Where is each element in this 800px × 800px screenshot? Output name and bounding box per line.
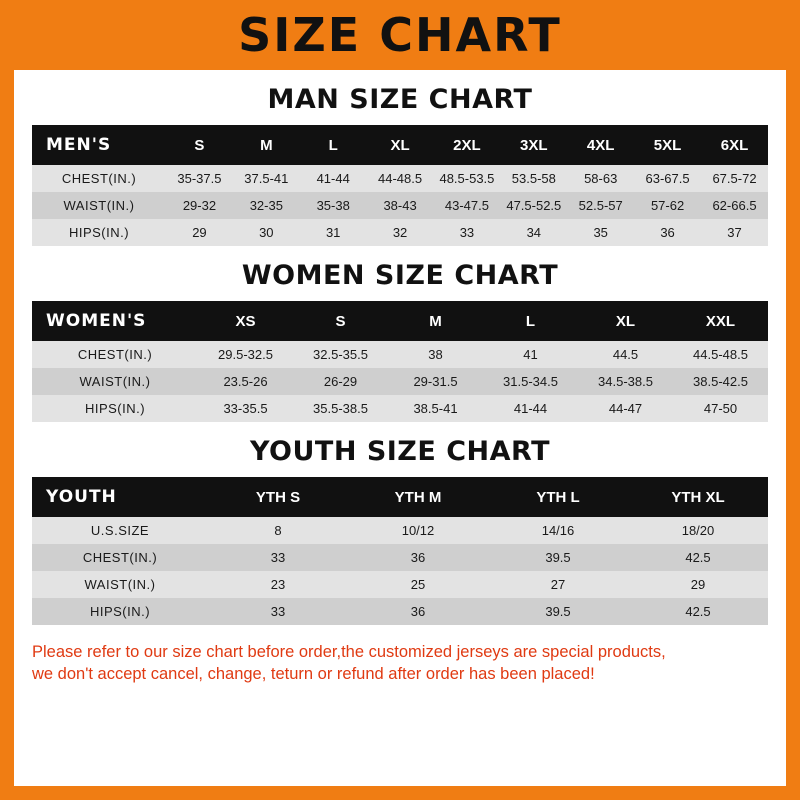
- column-header: XS: [198, 301, 293, 341]
- policy-note-line-2: we don't accept cancel, change, teturn or refund after order has been placed!: [32, 665, 595, 684]
- man-size-section: [14, 84, 786, 246]
- table-row: [32, 341, 768, 368]
- column-header: 4XL: [567, 125, 634, 165]
- table-cell: 63-67.5: [634, 165, 701, 192]
- table-cell: 33-35.5: [198, 395, 293, 422]
- table-cell: 57-62: [634, 192, 701, 219]
- table-cell: 41: [483, 341, 578, 368]
- column-header: MEN'S: [32, 125, 166, 165]
- table-cell: 34.5-38.5: [578, 368, 673, 395]
- table-cell: 44-48.5: [367, 165, 434, 192]
- table-cell: 42.5: [628, 598, 768, 625]
- women-section-title: WOMEN SIZE CHART: [241, 260, 559, 291]
- table-row: [32, 368, 768, 395]
- women-size-section: [14, 260, 786, 422]
- table-cell: 29-31.5: [388, 368, 483, 395]
- table-header-row: [32, 125, 768, 165]
- table-cell: 38: [388, 341, 483, 368]
- table-cell: 23.5-26: [198, 368, 293, 395]
- page-title: SIZE CHART: [238, 8, 562, 62]
- row-label: WAIST(IN.): [32, 571, 208, 598]
- table-row: [32, 192, 768, 219]
- column-header: XXL: [673, 301, 768, 341]
- man-section-title: MAN SIZE CHART: [267, 84, 533, 115]
- table-row: [32, 598, 768, 625]
- column-header: YTH S: [208, 477, 348, 517]
- table-row: [32, 165, 768, 192]
- table-cell: 31.5-34.5: [483, 368, 578, 395]
- column-header: XL: [367, 125, 434, 165]
- row-label: CHEST(IN.): [32, 341, 198, 368]
- table-header-row: [32, 301, 768, 341]
- table-cell: 26-29: [293, 368, 388, 395]
- table-row: [32, 517, 768, 544]
- column-header: S: [166, 125, 233, 165]
- table-cell: 39.5: [488, 544, 628, 571]
- table-cell: 29.5-32.5: [198, 341, 293, 368]
- table-cell: 42.5: [628, 544, 768, 571]
- table-cell: 36: [348, 544, 488, 571]
- table-cell: 27: [488, 571, 628, 598]
- row-label: U.S.SIZE: [32, 517, 208, 544]
- youth-section-title: YOUTH SIZE CHART: [249, 436, 551, 467]
- table-cell: 32-35: [233, 192, 300, 219]
- column-header: L: [483, 301, 578, 341]
- youth-size-table: [32, 477, 768, 625]
- table-header-row: [32, 477, 768, 517]
- table-cell: 44-47: [578, 395, 673, 422]
- table-cell: 44.5: [578, 341, 673, 368]
- column-header: YTH XL: [628, 477, 768, 517]
- column-header: XL: [578, 301, 673, 341]
- column-header: M: [388, 301, 483, 341]
- header-banner: [0, 0, 800, 70]
- table-cell: 62-66.5: [701, 192, 768, 219]
- table-cell: 47.5-52.5: [500, 192, 567, 219]
- table-cell: 33: [434, 219, 501, 246]
- table-cell: 33: [208, 598, 348, 625]
- table-cell: 37: [701, 219, 768, 246]
- table-cell: 32: [367, 219, 434, 246]
- table-row: [32, 544, 768, 571]
- table-cell: 18/20: [628, 517, 768, 544]
- table-cell: 41-44: [300, 165, 367, 192]
- table-cell: 35: [567, 219, 634, 246]
- policy-note: [32, 641, 768, 686]
- row-label: WAIST(IN.): [32, 368, 198, 395]
- table-cell: 23: [208, 571, 348, 598]
- table-cell: 10/12: [348, 517, 488, 544]
- table-cell: 25: [348, 571, 488, 598]
- column-header: YTH L: [488, 477, 628, 517]
- table-cell: 36: [634, 219, 701, 246]
- women-size-table: [32, 301, 768, 422]
- table-cell: 48.5-53.5: [434, 165, 501, 192]
- row-label: CHEST(IN.): [32, 544, 208, 571]
- table-cell: 32.5-35.5: [293, 341, 388, 368]
- table-cell: 67.5-72: [701, 165, 768, 192]
- table-cell: 37.5-41: [233, 165, 300, 192]
- column-header: WOMEN'S: [32, 301, 198, 341]
- table-cell: 29: [628, 571, 768, 598]
- table-cell: 58-63: [567, 165, 634, 192]
- column-header: 5XL: [634, 125, 701, 165]
- table-cell: 34: [500, 219, 567, 246]
- table-cell: 53.5-58: [500, 165, 567, 192]
- table-cell: 35-38: [300, 192, 367, 219]
- table-row: [32, 571, 768, 598]
- column-header: YOUTH: [32, 477, 208, 517]
- column-header: M: [233, 125, 300, 165]
- table-cell: 29-32: [166, 192, 233, 219]
- man-size-table: [32, 125, 768, 246]
- table-cell: 44.5-48.5: [673, 341, 768, 368]
- table-cell: 39.5: [488, 598, 628, 625]
- table-cell: 36: [348, 598, 488, 625]
- row-label: HIPS(IN.): [32, 598, 208, 625]
- table-cell: 38-43: [367, 192, 434, 219]
- table-cell: 52.5-57: [567, 192, 634, 219]
- column-header: S: [293, 301, 388, 341]
- table-cell: 33: [208, 544, 348, 571]
- table-cell: 38.5-41: [388, 395, 483, 422]
- table-row: [32, 395, 768, 422]
- row-label: HIPS(IN.): [32, 219, 166, 246]
- table-cell: 35-37.5: [166, 165, 233, 192]
- table-cell: 30: [233, 219, 300, 246]
- column-header: L: [300, 125, 367, 165]
- youth-size-section: [14, 436, 786, 625]
- table-cell: 14/16: [488, 517, 628, 544]
- table-cell: 38.5-42.5: [673, 368, 768, 395]
- policy-note-line-1: Please refer to our size chart before order,the customized jerseys are special products,: [32, 643, 666, 661]
- column-header: 3XL: [500, 125, 567, 165]
- table-cell: 43-47.5: [434, 192, 501, 219]
- table-cell: 8: [208, 517, 348, 544]
- row-label: HIPS(IN.): [32, 395, 198, 422]
- bottom-banner: [0, 786, 800, 800]
- table-row: [32, 219, 768, 246]
- column-header: YTH M: [348, 477, 488, 517]
- column-header: 2XL: [434, 125, 501, 165]
- row-label: WAIST(IN.): [32, 192, 166, 219]
- table-cell: 41-44: [483, 395, 578, 422]
- row-label: CHEST(IN.): [32, 165, 166, 192]
- table-cell: 47-50: [673, 395, 768, 422]
- table-cell: 35.5-38.5: [293, 395, 388, 422]
- table-cell: 29: [166, 219, 233, 246]
- table-cell: 31: [300, 219, 367, 246]
- column-header: 6XL: [701, 125, 768, 165]
